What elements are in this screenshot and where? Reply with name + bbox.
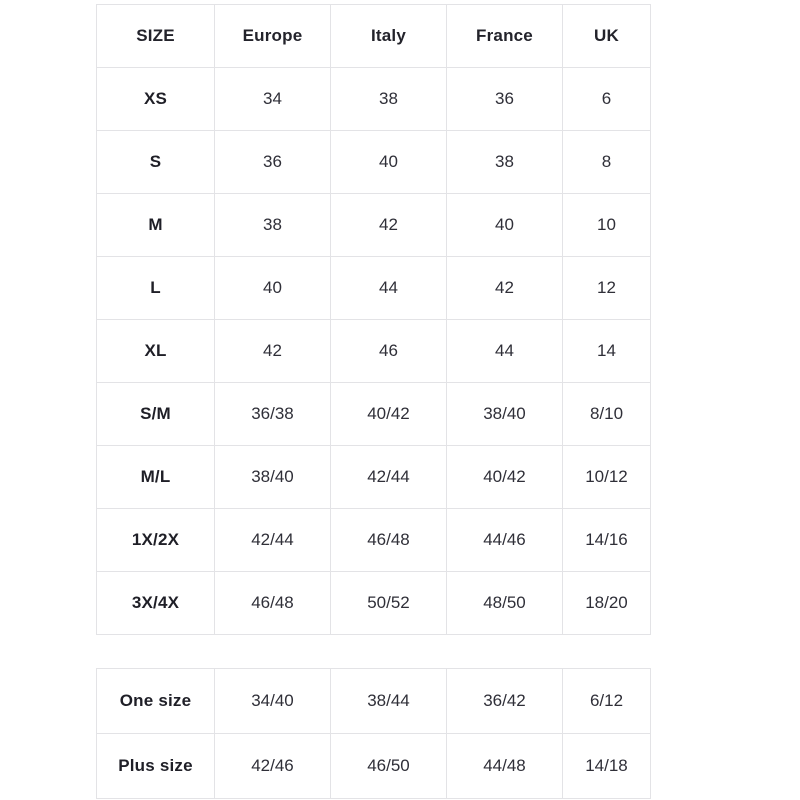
cell-france: 48/50 xyxy=(447,572,563,635)
column-header-italy: Italy xyxy=(331,5,447,68)
table-row xyxy=(97,383,651,446)
column-header-france: France xyxy=(447,5,563,68)
cell-france: 40/42 xyxy=(447,446,563,509)
cell-italy: 46/48 xyxy=(331,509,447,572)
cell-uk: 8 xyxy=(563,131,651,194)
row-label: M xyxy=(97,194,215,257)
table-body xyxy=(97,68,651,635)
column-header-uk: UK xyxy=(563,5,651,68)
table-row xyxy=(97,194,651,257)
cell-italy: 40/42 xyxy=(331,383,447,446)
cell-italy: 42 xyxy=(331,194,447,257)
cell-europe: 38 xyxy=(215,194,331,257)
cell-europe: 38/40 xyxy=(215,446,331,509)
table-row xyxy=(97,446,651,509)
cell-uk: 10 xyxy=(563,194,651,257)
table-row xyxy=(97,572,651,635)
cell-italy: 40 xyxy=(331,131,447,194)
row-label: S xyxy=(97,131,215,194)
cell-uk: 10/12 xyxy=(563,446,651,509)
column-header-europe: Europe xyxy=(215,5,331,68)
row-label: Plus size xyxy=(97,734,215,799)
cell-uk: 14/16 xyxy=(563,509,651,572)
cell-europe: 34 xyxy=(215,68,331,131)
table-header-row-group xyxy=(97,5,651,68)
cell-italy: 44 xyxy=(331,257,447,320)
row-label: S/M xyxy=(97,383,215,446)
row-label: XL xyxy=(97,320,215,383)
main-size-table-container xyxy=(96,4,650,635)
cell-france: 38 xyxy=(447,131,563,194)
cell-france: 44/48 xyxy=(447,734,563,799)
cell-uk: 6 xyxy=(563,68,651,131)
cell-uk: 6/12 xyxy=(563,669,651,734)
cell-uk: 14/18 xyxy=(563,734,651,799)
column-header-size: SIZE xyxy=(97,5,215,68)
table-row xyxy=(97,734,651,799)
cell-europe: 34/40 xyxy=(215,669,331,734)
cell-uk: 12 xyxy=(563,257,651,320)
cell-europe: 42/44 xyxy=(215,509,331,572)
table-row xyxy=(97,320,651,383)
extra-size-table xyxy=(96,668,651,799)
row-label: M/L xyxy=(97,446,215,509)
cell-france: 44 xyxy=(447,320,563,383)
cell-italy: 42/44 xyxy=(331,446,447,509)
row-label: One size xyxy=(97,669,215,734)
cell-europe: 36/38 xyxy=(215,383,331,446)
cell-france: 36/42 xyxy=(447,669,563,734)
cell-europe: 42/46 xyxy=(215,734,331,799)
cell-uk: 18/20 xyxy=(563,572,651,635)
row-label: 3X/4X xyxy=(97,572,215,635)
cell-italy: 38 xyxy=(331,68,447,131)
row-label: XS xyxy=(97,68,215,131)
cell-europe: 42 xyxy=(215,320,331,383)
cell-italy: 46/50 xyxy=(331,734,447,799)
row-label: L xyxy=(97,257,215,320)
cell-italy: 38/44 xyxy=(331,669,447,734)
cell-france: 40 xyxy=(447,194,563,257)
cell-europe: 40 xyxy=(215,257,331,320)
cell-france: 38/40 xyxy=(447,383,563,446)
cell-italy: 46 xyxy=(331,320,447,383)
cell-italy: 50/52 xyxy=(331,572,447,635)
extra-size-table-container xyxy=(96,668,650,799)
table-row xyxy=(97,509,651,572)
row-label: 1X/2X xyxy=(97,509,215,572)
main-size-table xyxy=(96,4,651,635)
cell-uk: 14 xyxy=(563,320,651,383)
cell-france: 36 xyxy=(447,68,563,131)
cell-france: 44/46 xyxy=(447,509,563,572)
table-row xyxy=(97,669,651,734)
table-body xyxy=(97,669,651,799)
cell-france: 42 xyxy=(447,257,563,320)
cell-uk: 8/10 xyxy=(563,383,651,446)
table-row xyxy=(97,257,651,320)
table-header-row xyxy=(97,5,651,68)
cell-europe: 36 xyxy=(215,131,331,194)
table-row xyxy=(97,68,651,131)
cell-europe: 46/48 xyxy=(215,572,331,635)
table-row xyxy=(97,131,651,194)
